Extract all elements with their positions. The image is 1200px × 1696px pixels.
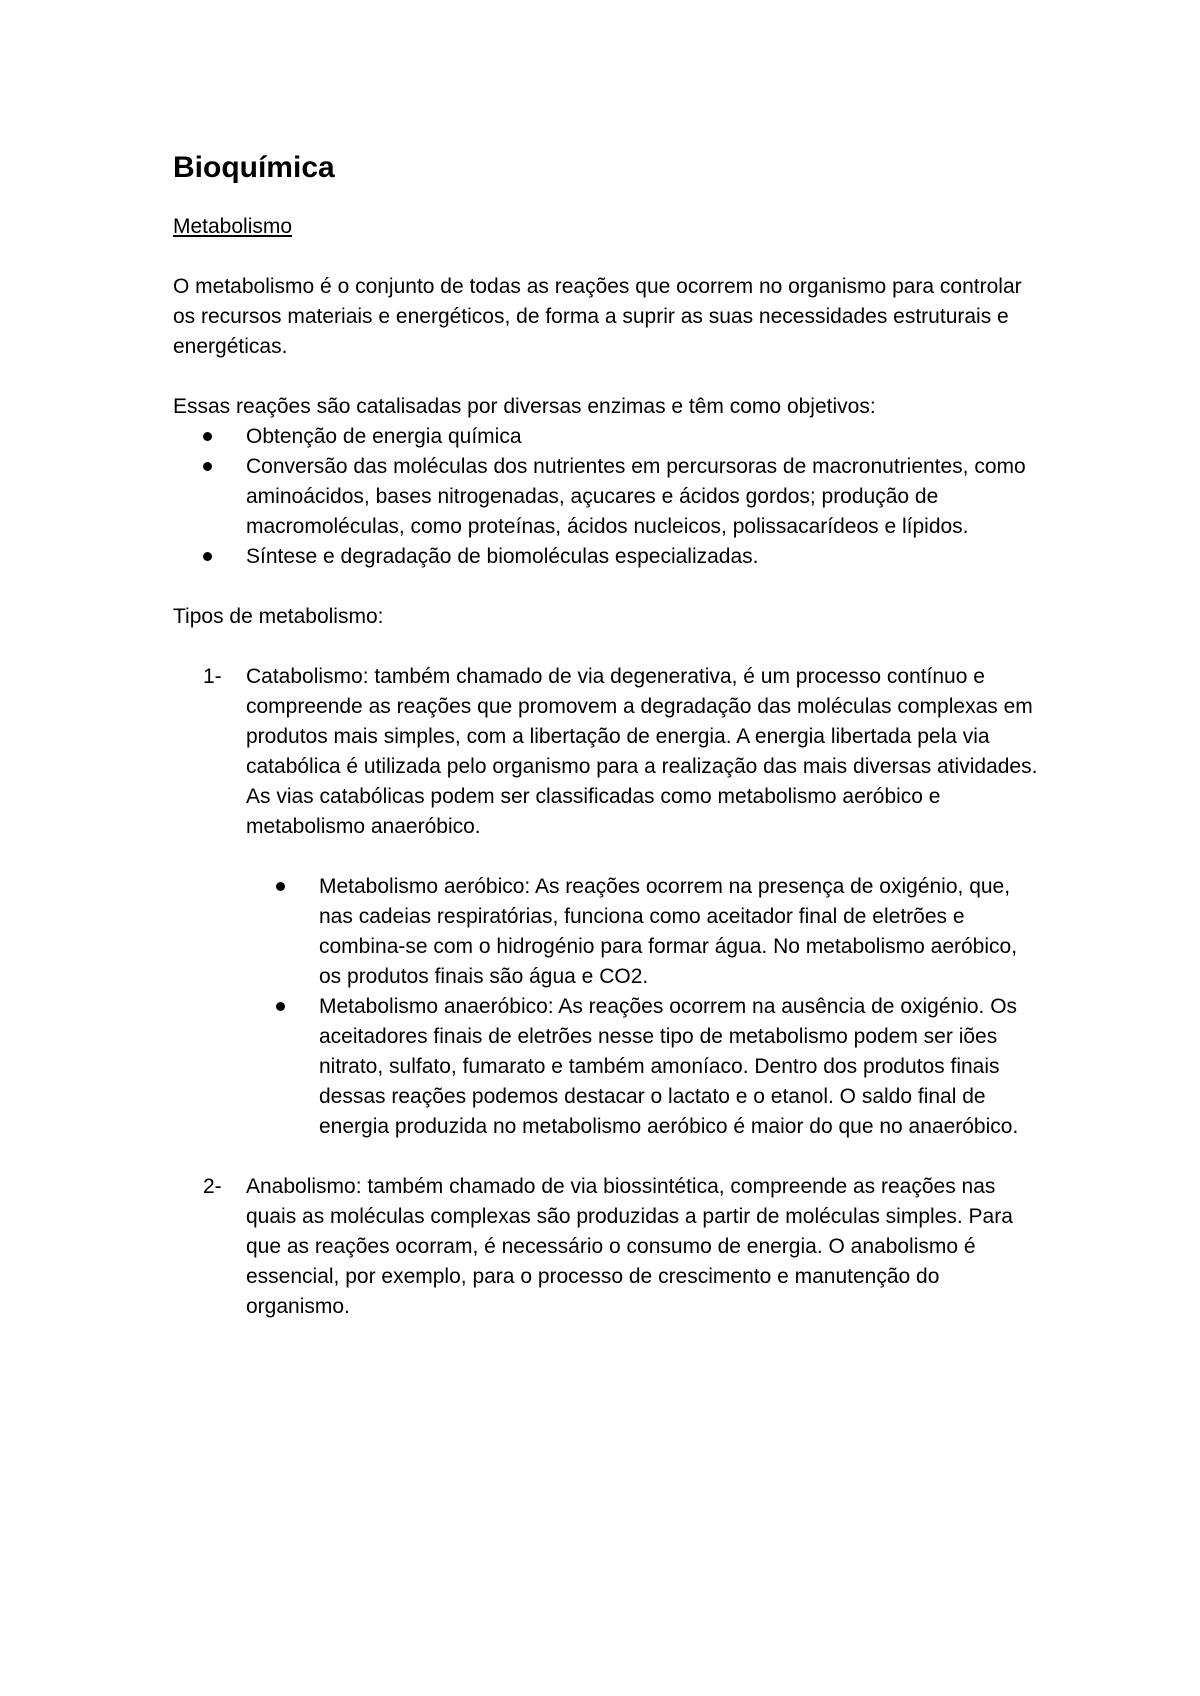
list-item <box>173 422 1043 452</box>
list-item-text: Obtenção de energia química <box>246 425 522 448</box>
intro-paragraph: O metabolismo é o conjunto de todas as reações que ocorrem no organismo para controlar os recursos materiais e energéticos, de forma a suprir as suas necessidades estruturais e energéticas. <box>173 275 1022 358</box>
numbered-item-catabolism <box>173 662 1043 1142</box>
bullet-icon <box>276 1002 285 1011</box>
list-item-text: Metabolismo aeróbico: As reações ocorrem na presença de oxigénio, que, nas cadeias respiratórias, funciona como aceitador final de eletrões e combina-se com o hidrogénio para formar água. No metabolismo aeróbico, os produtos finais são água e CO2. <box>319 875 1018 988</box>
list-item-text: Conversão das moléculas dos nutrientes em percursoras de macronutrientes, como aminoácidos, bases nitrogenadas, açucares e ácidos gordos; produção de macromoléculas, como proteínas, ácidos nucleicos, polissacarídeos e lípidos. <box>246 455 1026 538</box>
numbered-item-text: Anabolismo: também chamado de via biossintética, compreende as reações nas quais as moléculas complexas são produzidas a partir de moléculas simples. Para que as reações ocorram, é necessário o consumo de energia. O anabolismo é essencial, por exemplo, para o processo de crescimento e manutenção do organismo. <box>246 1175 1013 1318</box>
numbered-item-anabolism <box>173 1172 1043 1322</box>
bullet-icon <box>203 462 212 471</box>
bullet-icon <box>203 552 212 561</box>
types-heading: Tipos de metabolismo: <box>173 605 384 628</box>
list-number: 1- <box>203 665 222 688</box>
objectives-list <box>173 422 1043 572</box>
list-item <box>246 872 1043 992</box>
list-item <box>173 542 1043 572</box>
bullet-icon <box>203 432 212 441</box>
list-item-text: Síntese e degradação de biomoléculas especializadas. <box>246 545 759 568</box>
types-list <box>173 662 1043 1322</box>
list-number: 2- <box>203 1175 222 1198</box>
list-item-text: Metabolismo anaeróbico: As reações ocorrem na ausência de oxigénio. Os aceitadores finais de eletrões nesse tipo de metabolismo podem ser iões nitrato, sulfato, fumarato e também amoníaco. Dentro dos produtos finais dessas reações podemos destacar o lactato e o etanol. O saldo final de energia produzida no metabolismo aeróbico é maior do que no anaeróbico. <box>319 995 1019 1138</box>
bullet-icon <box>276 882 285 891</box>
list-item <box>173 452 1043 542</box>
numbered-item-text: Catabolismo: também chamado de via degenerativa, é um processo contínuo e compreende as reações que promovem a degradação das moléculas complexas em produtos mais simples, com a libertação de energia. A energia libertada pela via catabólica é utilizada pelo organismo para a realização das mais diversas atividades. As vias catabólicas podem ser classificadas como metabolismo aeróbico e metabolismo anaeróbico. <box>246 665 1038 838</box>
catabolism-subtypes-list <box>246 872 1043 1142</box>
list-item <box>246 992 1043 1142</box>
section-heading: Metabolismo <box>173 215 293 238</box>
document-title: Bioquímica <box>173 151 335 184</box>
objectives-lead: Essas reações são catalisadas por diversas enzimas e têm como objetivos: <box>173 395 876 418</box>
document-page <box>173 148 1043 1322</box>
